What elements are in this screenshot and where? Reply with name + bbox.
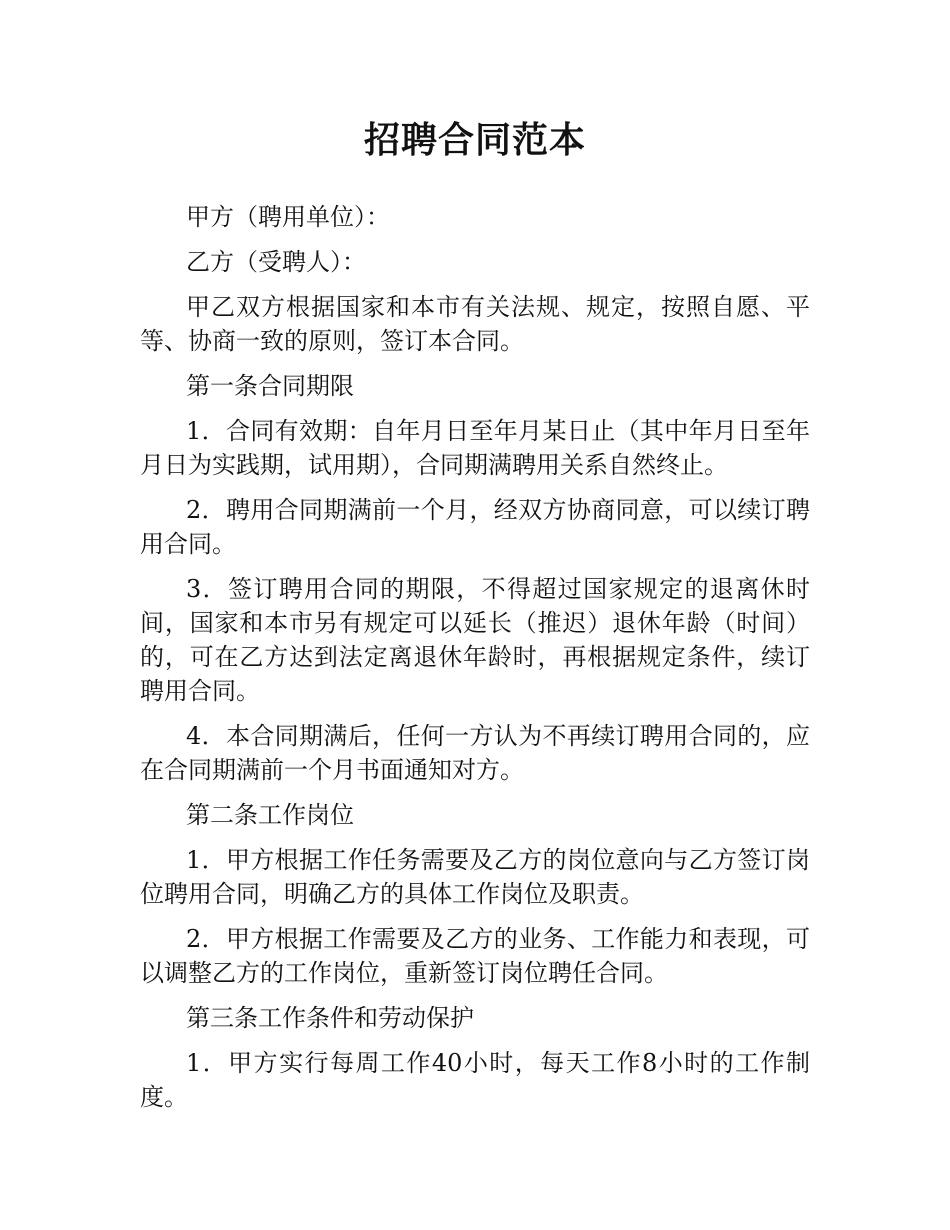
clause-paragraph: 1．甲方实行每周工作40小时，每天工作8小时的工作制度。: [140, 1049, 810, 1111]
document-title: 招聘合同范本: [363, 120, 586, 161]
clause-paragraph: 1．甲方根据工作任务需要及乙方的岗位意向与乙方签订岗位聘用合同，明确乙方的具体工作岗位及职责。: [140, 846, 810, 908]
section-heading-position: 第二条工作岗位: [186, 801, 354, 829]
clause-paragraph: 2．聘用合同期满前一个月，经双方协商同意，可以续订聘用合同。: [140, 496, 810, 558]
clause-paragraph: 4．本合同期满后，任何一方认为不再续订聘用合同的，应在合同期满前一个月书面通知对方。: [140, 722, 810, 784]
section-heading-term: 第一条合同期限: [186, 372, 354, 400]
section-heading-conditions: 第三条工作条件和劳动保护: [186, 1004, 474, 1032]
party-b-line: 乙方（受聘人）：: [186, 248, 366, 276]
intro-paragraph: 甲乙双方根据国家和本市有关法规、规定，按照自愿、平等、协商一致的原则，签订本合同。: [140, 293, 810, 355]
party-a-line: 甲方（聘用单位）：: [186, 203, 390, 231]
document-body: [140, 200, 810, 1125]
clause-paragraph: 1．合同有效期：自年月日至年月某日止（其中年月日至年月日为实践期，试用期），合同期满聘用关系自然终止。: [140, 417, 810, 479]
clause-paragraph: 2．甲方根据工作需要及乙方的业务、工作能力和表现，可以调整乙方的工作岗位，重新签订岗位聘任合同。: [140, 925, 810, 987]
clause-paragraph: 3．签订聘用合同的期限，不得超过国家规定的退离休时间，国家和本市另有规定可以延长（推迟）退休年龄（时间）的，可在乙方达到法定离退休年龄时，再根据规定条件，续订聘用合同。: [140, 575, 810, 705]
